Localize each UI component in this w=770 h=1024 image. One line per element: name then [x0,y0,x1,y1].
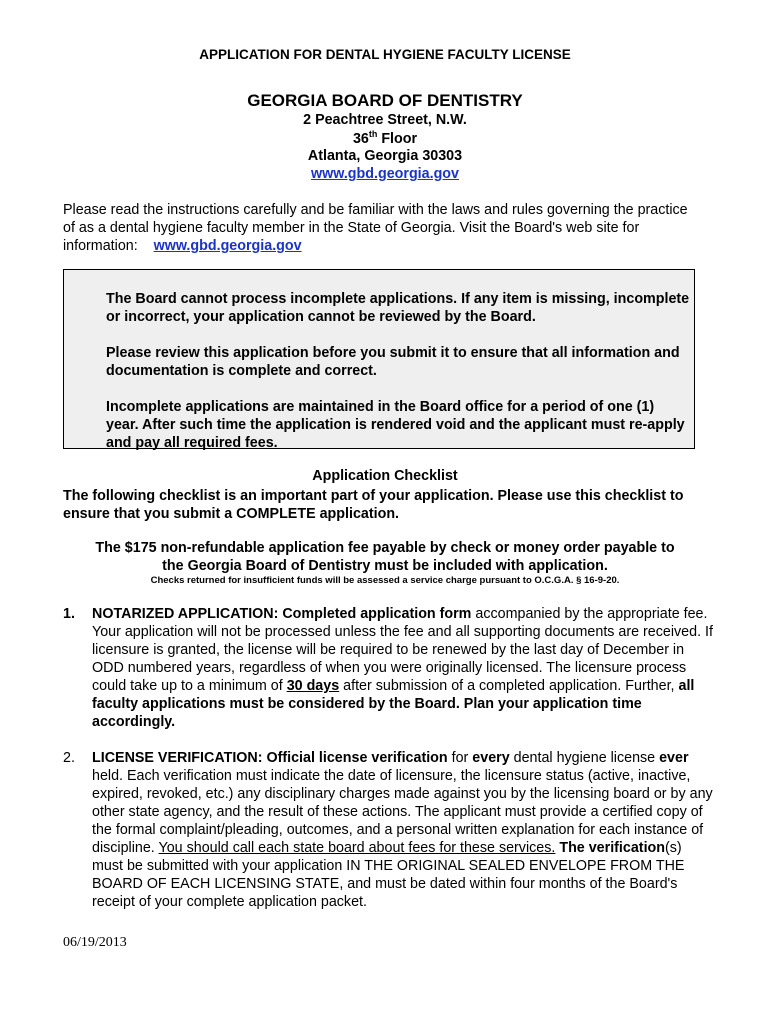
notice-paragraph-2: Please review this application before you submit it to ensure that all information and documentation is complete and correct. [106,345,680,379]
item-2-fees-note: You should call each state board about fees for these services. [158,840,556,856]
intro-website-link[interactable]: www.gbd.georgia.gov [153,238,302,254]
item-2-text-1: for [447,750,473,766]
floor-label: Floor [377,130,418,147]
item-2-verification: The verification [559,840,666,856]
floor-suffix: th [368,129,378,139]
item-1-text-2: after submission of a completed application. Further, [339,678,679,694]
fee-line-1: The $175 non-refundable application fee payable by check or money order payable to [95,540,675,556]
board-name: GEORGIA BOARD OF DENTISTRY [247,91,523,110]
notice-paragraph-1: The Board cannot process incomplete applications. If any item is missing, incomplete or incorrect, your application cannot be reviewed by the Board. [106,291,690,325]
notice-box [63,269,695,449]
item-2-text-3: held. Each verification must indicate the date of licensure, the licensure status (active, inactive, expired, revoked, etc.) any disciplinary charges made against you by the licensing board or by any other state agency, and the result of these actions. The applicant must provide a certified copy of the formal complaint/pleading, outcomes, and a personal written explanation for each instance of discipline. [92,768,713,856]
fee-note: Checks returned for insufficient funds will be assessed a service charge pursuant to O.C.G.A. § 16-9-20. [150,575,620,586]
item-2-body [92,749,714,911]
revision-date: 06/19/2013 [63,935,127,950]
address-line-2 [0,129,770,147]
document-title: APPLICATION FOR DENTAL HYGIENE FACULTY LICENSE [199,47,571,62]
item-2-ever: ever [659,750,689,766]
fee-line-2: the Georgia Board of Dentistry must be included with application. [162,558,608,574]
item-2-every: every [472,750,510,766]
checklist-intro: The following checklist is an important part of your application. Please use this checklist to ensure that you submit a COMPLETE application. [63,488,684,522]
notice-paragraph-3: Incomplete applications are maintained in the Board office for a period of one (1) year. After such time the application is rendered void and the applicant must re-apply and pay all required fees. [106,399,685,451]
address-line-1: 2 Peachtree Street, N.W. [303,112,467,128]
address-line-3: Atlanta, Georgia 30303 [307,148,463,164]
floor-number: 36 [352,130,369,147]
checklist-heading: Application Checklist [312,468,458,484]
item-1-days: 30 days [286,678,340,694]
item-2-text-5: (s) must be submitted with your application IN THE ORIGINAL SEALED ENVELOPE FROM THE BOARD OF EACH LICENSING STATE, and must be dated within four months of the Board's receipt of your complete application packet. [92,840,685,910]
item-1-text-1: accompanied by the appropriate fee. Your application will not be processed unless the fee and all supporting documents are received. If licensure is granted, the license will be required to be renewed by the last day of December in ODD numbered years, regardless of when you were originally licensed. The licensure process could take up to a minimum of [92,606,713,694]
header-website-wrap [0,166,770,182]
item-1-number: 1. [63,606,75,622]
item-1-label: NOTARIZED APPLICATION: Completed application form [92,606,472,622]
item-2-number: 2. [63,750,75,766]
board-website-link[interactable]: www.gbd.georgia.gov [310,166,459,182]
item-1-body [92,605,714,731]
item-2-text-2: dental hygiene license [509,750,660,766]
intro-text: Please read the instructions carefully and be familiar with the laws and rules governing the practice of as a dental hygiene faculty member in the State of Georgia. Visit the Board's web site for information: [63,202,688,254]
intro-paragraph [63,201,703,255]
item-1-text-3: all faculty applications must be considered by the Board. Plan your application time accordingly. [92,678,695,730]
item-2-label: LICENSE VERIFICATION: Official license verification [92,750,448,766]
